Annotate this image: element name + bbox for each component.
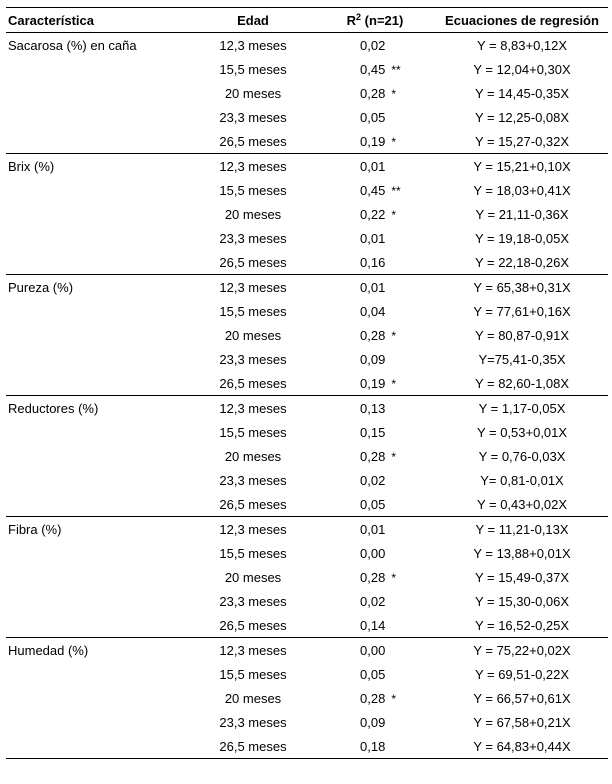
header-r2-exponent: 2 xyxy=(356,12,362,22)
characteristic-cell xyxy=(6,57,192,81)
r2-value: 0,01 xyxy=(360,279,386,295)
age-cell: 26,5 meses xyxy=(219,617,287,633)
table-row xyxy=(6,710,608,734)
table-row xyxy=(6,492,608,517)
table-row xyxy=(6,734,608,759)
table-row xyxy=(6,250,608,275)
header-row xyxy=(6,8,608,33)
r2-value: 0,02 xyxy=(360,593,386,609)
characteristic-cell xyxy=(6,565,192,589)
r2-value: 0,28 xyxy=(360,85,386,101)
table-row xyxy=(6,686,608,710)
equation-cell: Y = 65,38+0,31X xyxy=(436,275,608,300)
r2-cell xyxy=(314,662,436,686)
equation-cell: Y = 0,53+0,01X xyxy=(476,424,568,440)
table-row xyxy=(6,57,608,81)
characteristic-cell xyxy=(6,371,192,396)
age-cell: 23,3 meses xyxy=(219,230,287,246)
r2-cell xyxy=(314,323,436,347)
r2-cell xyxy=(314,226,436,250)
r2-cell xyxy=(314,710,436,734)
table-row xyxy=(6,613,608,638)
characteristic-cell xyxy=(6,81,192,105)
r2-value: 0,28 xyxy=(360,569,386,585)
table-row xyxy=(6,420,608,444)
r2-value: 0,00 xyxy=(360,545,386,561)
table-row xyxy=(6,202,608,226)
r2-cell xyxy=(314,33,436,58)
age-cell: 20 meses xyxy=(224,327,282,343)
significance-marker: ** xyxy=(391,62,401,77)
r2-value: 0,04 xyxy=(360,303,386,319)
equation-cell: Y = 12,04+0,30X xyxy=(473,61,571,77)
table-row xyxy=(6,275,608,300)
equation-cell: Y = 22,18-0,26X xyxy=(474,254,570,270)
significance-marker: * xyxy=(391,570,396,585)
age-cell: 15,5 meses xyxy=(219,182,287,198)
table-row xyxy=(6,129,608,154)
r2-cell xyxy=(314,541,436,565)
equation-cell: Y = 16,52-0,25X xyxy=(474,617,570,633)
r2-value: 0,01 xyxy=(360,158,386,174)
r2-value: 0,00 xyxy=(360,642,386,658)
r2-value: 0,01 xyxy=(360,230,386,246)
r2-cell xyxy=(314,275,436,300)
age-cell: 20 meses xyxy=(224,690,282,706)
characteristic-cell xyxy=(6,420,192,444)
equation-cell: Y = 80,87-0,91X xyxy=(474,327,570,343)
age-cell: 15,5 meses xyxy=(219,666,287,682)
characteristic-cell xyxy=(6,541,192,565)
table-row xyxy=(6,154,608,179)
age-cell: 12,3 meses xyxy=(219,37,287,53)
table-row xyxy=(6,105,608,129)
age-cell: 12,3 meses xyxy=(192,275,314,300)
table-row xyxy=(6,517,608,542)
r2-value: 0,02 xyxy=(360,37,386,53)
equation-cell: Y = 13,88+0,01X xyxy=(473,545,571,561)
equation-cell: Y = 15,49-0,37X xyxy=(474,569,570,585)
r2-cell xyxy=(314,613,436,638)
equation-cell: Y = 64,83+0,44X xyxy=(436,734,608,759)
equation-cell: Y = 69,51-0,22X xyxy=(474,666,570,682)
r2-value: 0,19 xyxy=(360,375,386,391)
equation-cell: Y= 0,81-0,01X xyxy=(480,472,564,488)
table-row xyxy=(6,33,608,58)
age-cell: 26,5 meses xyxy=(219,133,287,149)
characteristic-cell xyxy=(6,299,192,323)
r2-value: 0,14 xyxy=(360,617,386,633)
age-cell: 12,3 meses xyxy=(192,396,314,421)
age-cell: 15,5 meses xyxy=(219,303,287,319)
age-cell: 26,5 meses xyxy=(219,254,287,270)
characteristic-cell: Brix (%) xyxy=(6,154,192,179)
table-row xyxy=(6,638,608,663)
r2-value: 0,18 xyxy=(360,738,386,754)
r2-cell xyxy=(314,517,436,542)
r2-cell xyxy=(314,734,436,759)
r2-cell xyxy=(314,129,436,154)
characteristic-cell xyxy=(6,468,192,492)
regression-table xyxy=(6,7,608,759)
r2-cell xyxy=(314,154,436,179)
significance-marker: * xyxy=(391,328,396,343)
characteristic-cell xyxy=(6,686,192,710)
r2-value: 0,22 xyxy=(360,206,386,222)
equation-cell: Y = 8,83+0,12X xyxy=(476,37,568,53)
r2-cell xyxy=(314,299,436,323)
r2-cell xyxy=(314,396,436,421)
age-cell: 26,5 meses xyxy=(219,496,287,512)
characteristic-cell: Pureza (%) xyxy=(6,275,192,300)
r2-value: 0,28 xyxy=(360,690,386,706)
table-row xyxy=(6,662,608,686)
table-row xyxy=(6,299,608,323)
r2-cell xyxy=(314,178,436,202)
characteristic-cell xyxy=(6,105,192,129)
r2-cell xyxy=(314,57,436,81)
equation-cell: Y = 66,57+0,61X xyxy=(473,690,571,706)
characteristic-cell xyxy=(6,226,192,250)
age-cell: 20 meses xyxy=(224,85,282,101)
r2-value: 0,09 xyxy=(360,351,386,367)
r2-cell xyxy=(314,250,436,275)
table-header xyxy=(6,8,608,33)
table-row xyxy=(6,589,608,613)
header-r2 xyxy=(314,8,436,33)
r2-value: 0,28 xyxy=(360,327,386,343)
age-cell: 20 meses xyxy=(224,206,282,222)
table-row xyxy=(6,541,608,565)
r2-value: 0,45 xyxy=(360,61,386,77)
equation-cell: Y = 67,58+0,21X xyxy=(473,714,571,730)
age-cell: 26,5 meses xyxy=(219,375,287,391)
r2-value: 0,02 xyxy=(360,472,386,488)
r2-value: 0,09 xyxy=(360,714,386,730)
age-cell: 15,5 meses xyxy=(219,545,287,561)
equation-cell: Y = 0,43+0,02X xyxy=(476,496,568,512)
age-cell: 23,3 meses xyxy=(219,472,287,488)
table-body xyxy=(6,33,608,759)
characteristic-cell xyxy=(6,734,192,759)
r2-value: 0,16 xyxy=(360,254,386,270)
equation-cell: Y = 15,30-0,06X xyxy=(474,593,570,609)
age-cell: 15,5 meses xyxy=(219,61,287,77)
significance-marker: ** xyxy=(391,183,401,198)
age-cell: 26,5 meses xyxy=(192,734,314,759)
r2-value: 0,05 xyxy=(360,666,386,682)
r2-value: 0,05 xyxy=(360,109,386,125)
table-row xyxy=(6,226,608,250)
table-row xyxy=(6,178,608,202)
characteristic-cell: Humedad (%) xyxy=(6,638,192,663)
equation-cell: Y = 15,21+0,10X xyxy=(436,154,608,179)
characteristic-cell xyxy=(6,492,192,517)
r2-cell xyxy=(314,81,436,105)
equation-cell: Y = 15,27-0,32X xyxy=(474,133,570,149)
r2-cell xyxy=(314,105,436,129)
age-cell: 20 meses xyxy=(224,569,282,585)
characteristic-cell xyxy=(6,323,192,347)
characteristic-cell: Reductores (%) xyxy=(6,396,192,421)
r2-cell xyxy=(314,565,436,589)
characteristic-cell xyxy=(6,202,192,226)
age-cell: 23,3 meses xyxy=(219,351,287,367)
header-characteristic: Característica xyxy=(6,8,192,33)
equation-cell: Y = 19,18-0,05X xyxy=(474,230,570,246)
header-r2-sample: (n=21) xyxy=(361,13,404,28)
r2-cell xyxy=(314,686,436,710)
age-cell: 23,3 meses xyxy=(219,714,287,730)
equation-cell: Y = 75,22+0,02X xyxy=(436,638,608,663)
characteristic-cell: Fibra (%) xyxy=(6,517,192,542)
equation-cell: Y = 14,45-0,35X xyxy=(474,85,570,101)
characteristic-cell xyxy=(6,129,192,154)
table-row xyxy=(6,371,608,396)
significance-marker: * xyxy=(391,207,396,222)
characteristic-cell xyxy=(6,662,192,686)
table-row xyxy=(6,323,608,347)
equation-cell: Y = 77,61+0,16X xyxy=(473,303,571,319)
age-cell: 15,5 meses xyxy=(219,424,287,440)
characteristic-cell xyxy=(6,613,192,638)
characteristic-cell xyxy=(6,250,192,275)
equation-cell: Y = 82,60-1,08X xyxy=(474,375,570,391)
r2-cell xyxy=(314,347,436,371)
r2-value: 0,45 xyxy=(360,182,386,198)
equation-cell: Y = 0,76-0,03X xyxy=(478,448,566,464)
r2-cell xyxy=(314,638,436,663)
age-cell: 23,3 meses xyxy=(219,593,287,609)
significance-marker: * xyxy=(391,134,396,149)
characteristic-cell xyxy=(6,178,192,202)
equation-cell: Y = 11,21-0,13X xyxy=(436,517,608,542)
characteristic-cell xyxy=(6,710,192,734)
r2-value: 0,15 xyxy=(360,424,386,440)
characteristic-cell xyxy=(6,347,192,371)
equation-cell: Y = 21,11-0,36X xyxy=(475,206,569,222)
significance-marker: * xyxy=(391,449,396,464)
significance-marker: * xyxy=(391,86,396,101)
r2-cell xyxy=(314,492,436,517)
characteristic-cell xyxy=(6,589,192,613)
table-row xyxy=(6,468,608,492)
r2-value: 0,13 xyxy=(360,400,386,416)
r2-cell xyxy=(314,444,436,468)
r2-value: 0,01 xyxy=(360,521,386,537)
header-equations: Ecuaciones de regresión xyxy=(436,8,608,33)
table-row xyxy=(6,347,608,371)
age-cell: 12,3 meses xyxy=(192,517,314,542)
significance-marker: * xyxy=(391,691,396,706)
characteristic-cell: Sacarosa (%) en caña xyxy=(8,37,137,53)
header-r2-symbol: R xyxy=(346,13,357,28)
r2-value: 0,19 xyxy=(360,133,386,149)
r2-cell xyxy=(314,371,436,396)
age-cell: 12,3 meses xyxy=(192,638,314,663)
age-cell: 12,3 meses xyxy=(192,154,314,179)
r2-cell xyxy=(314,468,436,492)
header-age: Edad xyxy=(192,8,314,33)
equation-cell: Y = 12,25-0,08X xyxy=(474,109,570,125)
age-cell: 20 meses xyxy=(224,448,282,464)
equation-cell: Y=75,41-0,35X xyxy=(478,351,566,367)
table-row xyxy=(6,444,608,468)
r2-cell xyxy=(314,202,436,226)
regression-table-container xyxy=(6,7,608,759)
table-row xyxy=(6,396,608,421)
age-cell: 23,3 meses xyxy=(219,109,287,125)
r2-cell xyxy=(314,420,436,444)
table-row xyxy=(6,81,608,105)
significance-marker: * xyxy=(391,376,396,391)
r2-cell xyxy=(314,589,436,613)
equation-cell: Y = 1,17-0,05X xyxy=(436,396,608,421)
r2-value: 0,28 xyxy=(360,448,386,464)
equation-cell: Y = 18,03+0,41X xyxy=(473,182,571,198)
r2-value: 0,05 xyxy=(360,496,386,512)
characteristic-cell xyxy=(6,444,192,468)
table-row xyxy=(6,565,608,589)
